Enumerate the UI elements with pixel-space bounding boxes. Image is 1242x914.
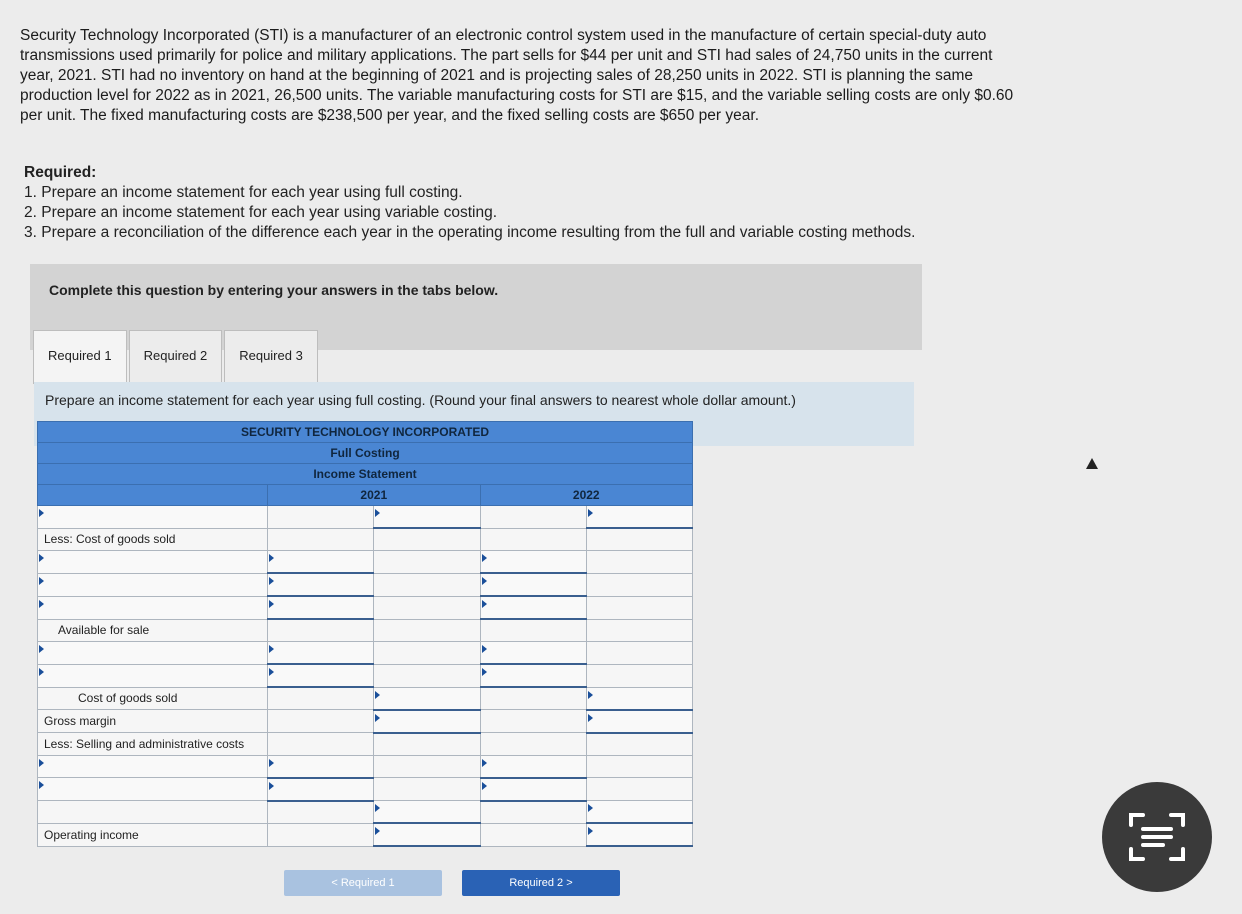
table-row (38, 733, 693, 756)
table-row (38, 778, 693, 801)
prev-required-button[interactable]: < Required 1 (284, 870, 442, 896)
amount-cell (268, 619, 374, 642)
amount-cell (374, 619, 480, 642)
year-2022-header: 2022 (480, 485, 693, 506)
amount-cell (480, 687, 586, 710)
problem-statement (20, 26, 1030, 126)
line-item-dropdown[interactable] (38, 551, 268, 574)
table-row (38, 710, 693, 733)
amount-cell (268, 801, 374, 824)
amount-input[interactable] (374, 506, 480, 529)
instruction-text: Prepare an income statement for each year using full costing. (Round your final answers to nearest whole dollar amount.) (45, 392, 796, 408)
line-item-dropdown[interactable] (38, 642, 268, 665)
row-label-available: Available for sale (38, 619, 268, 642)
amount-cell (374, 642, 480, 665)
line-item-dropdown[interactable] (38, 755, 268, 778)
line-item-dropdown[interactable] (38, 506, 268, 529)
amount-input[interactable] (480, 596, 586, 619)
required-section (24, 163, 1024, 243)
costing-method: Full Costing (38, 443, 693, 464)
amount-input[interactable] (586, 801, 692, 824)
amount-cell (374, 733, 480, 756)
banner-text: Complete this question by entering your answers in the tabs below. (49, 282, 499, 298)
tab-bar (33, 330, 320, 384)
amount-cell (374, 664, 480, 687)
amount-cell (268, 506, 374, 529)
table-row (38, 506, 693, 529)
amount-input[interactable] (268, 664, 374, 687)
table-row (38, 551, 693, 574)
amount-cell (480, 823, 586, 846)
amount-cell (586, 664, 692, 687)
header-blank (38, 485, 268, 506)
amount-cell (480, 733, 586, 756)
line-item-dropdown[interactable] (38, 573, 268, 596)
amount-cell (374, 573, 480, 596)
amount-cell (586, 596, 692, 619)
amount-cell (586, 573, 692, 596)
amount-input[interactable] (374, 687, 480, 710)
amount-cell (586, 755, 692, 778)
amount-input[interactable] (268, 596, 374, 619)
amount-cell (480, 506, 586, 529)
amount-input[interactable] (268, 755, 374, 778)
amount-cell (268, 528, 374, 551)
amount-cell (586, 619, 692, 642)
table-row (38, 528, 693, 551)
income-statement-table (37, 421, 693, 847)
statement-title: Income Statement (38, 464, 693, 485)
row-label-less-sga: Less: Selling and administrative costs (38, 733, 268, 756)
mouse-cursor-icon (1086, 458, 1098, 469)
amount-cell (586, 778, 692, 801)
amount-input[interactable] (374, 823, 480, 846)
amount-cell (586, 551, 692, 574)
line-item-dropdown[interactable] (38, 596, 268, 619)
line-item-dropdown[interactable] (38, 778, 268, 801)
required-heading: Required: (24, 164, 97, 181)
amount-cell (480, 801, 586, 824)
amount-cell (480, 710, 586, 733)
amount-cell (268, 710, 374, 733)
table-row (38, 755, 693, 778)
table-row (38, 619, 693, 642)
row-blank (38, 801, 268, 824)
row-label-operating-income: Operating income (38, 823, 268, 846)
amount-input[interactable] (480, 778, 586, 801)
amount-input[interactable] (480, 664, 586, 687)
amount-cell (374, 551, 480, 574)
line-item-dropdown[interactable] (38, 664, 268, 687)
required-item-3: 3. Prepare a reconciliation of the difference each year in the operating income resulting from the full and variable costing methods. (24, 224, 916, 241)
amount-input[interactable] (586, 506, 692, 529)
amount-input[interactable] (268, 778, 374, 801)
scan-text-icon (1127, 807, 1187, 867)
next-required-button[interactable]: Required 2 > (462, 870, 620, 896)
amount-input[interactable] (586, 687, 692, 710)
amount-input[interactable] (586, 823, 692, 846)
tab-required-1[interactable]: Required 1 (33, 330, 127, 384)
table-row (38, 642, 693, 665)
tab-required-2[interactable]: Required 2 (129, 330, 223, 384)
amount-cell (480, 528, 586, 551)
table-row (38, 664, 693, 687)
amount-cell (586, 528, 692, 551)
amount-cell (268, 687, 374, 710)
amount-cell (480, 619, 586, 642)
amount-input[interactable] (268, 573, 374, 596)
amount-input[interactable] (586, 710, 692, 733)
amount-input[interactable] (268, 551, 374, 574)
table-row (38, 823, 693, 846)
amount-input[interactable] (268, 642, 374, 665)
amount-cell (268, 733, 374, 756)
table-row (38, 687, 693, 710)
amount-input[interactable] (374, 801, 480, 824)
table-row (38, 573, 693, 596)
row-label-cogs: Cost of goods sold (38, 687, 268, 710)
amount-cell (374, 596, 480, 619)
amount-input[interactable] (480, 755, 586, 778)
required-item-2: 2. Prepare an income statement for each year using variable costing. (24, 204, 498, 221)
amount-cell (586, 733, 692, 756)
amount-cell (268, 823, 374, 846)
amount-input[interactable] (480, 573, 586, 596)
amount-cell (374, 778, 480, 801)
amount-input[interactable] (480, 551, 586, 574)
amount-cell (586, 642, 692, 665)
row-label-gross-margin: Gross margin (38, 710, 268, 733)
table-row (38, 596, 693, 619)
amount-input[interactable] (374, 710, 480, 733)
amount-input[interactable] (480, 642, 586, 665)
company-name: SECURITY TECHNOLOGY INCORPORATED (38, 422, 693, 443)
tab-required-3[interactable]: Required 3 (224, 330, 318, 384)
problem-text: Security Technology Incorporated (STI) is a manufacturer of an electronic control system used in the manufacture of certain special-duty auto transmissions used primarily for police and military applications. The part sells for $44 per unit and STI had sales of 24,750 units in the current year, 2021. STI had no inventory on hand at the beginning of 2021 and is projecting sales of 28,250 units in 2022. STI is planning the same production level for 2022 as in 2021, 26,500 units. The variable manufacturing costs for STI are $15, and the variable selling costs are only $0.60 per unit. The fixed manufacturing costs are $238,500 per year, and the fixed selling costs are $650 per year. (20, 27, 1014, 124)
required-item-1: 1. Prepare an income statement for each year using full costing. (24, 184, 463, 201)
row-label-less-cogs: Less: Cost of goods sold (38, 528, 268, 551)
amount-cell (374, 528, 480, 551)
amount-cell (374, 755, 480, 778)
table-row (38, 801, 693, 824)
year-2021-header: 2021 (268, 485, 480, 506)
scan-text-button[interactable] (1102, 782, 1212, 892)
